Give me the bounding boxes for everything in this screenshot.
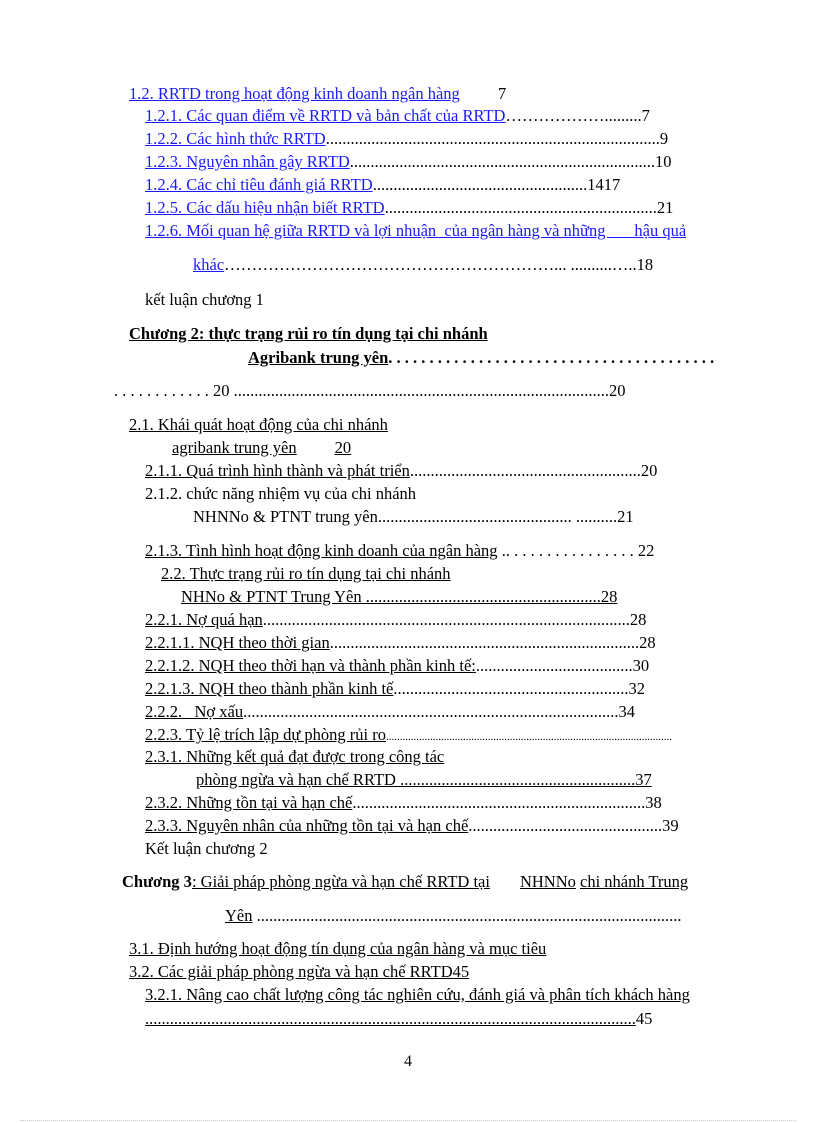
toc-page-number: 28 [639, 633, 656, 652]
toc-page-number: 9 [659, 129, 669, 148]
toc-leader: .......................................................................... [349, 152, 656, 171]
toc-link[interactable]: khác [193, 255, 225, 274]
toc-entry-3-1[interactable] [129, 939, 546, 959]
toc-entry-2-1-cont[interactable] [129, 438, 351, 458]
toc-chapter-2-heading-cont[interactable] [248, 348, 714, 368]
toc-page-number: 10 [655, 152, 672, 171]
toc-leader: ......................................................... [393, 679, 629, 698]
toc-entry-2-1[interactable] [129, 415, 388, 435]
toc-text: Chương 3 [122, 872, 192, 891]
toc-entry-2-2-1-3[interactable] [145, 679, 645, 699]
toc-entry-1-2-6-cont[interactable] [193, 255, 653, 275]
toc-text: 2.1.1. Quá trình hình thành và phát triển [145, 461, 410, 480]
toc-entry-2-1-2-cont [193, 507, 634, 527]
toc-chapter-3-heading[interactable] [122, 872, 688, 892]
toc-text: 2.2.1. Nợ quá hạn [145, 610, 263, 629]
toc-text: 2.2.1.1. NQH theo thời gian [145, 633, 330, 652]
toc-link[interactable]: 1.2.3. Nguyên nhân gây RRTD [145, 152, 350, 171]
toc-text: kết luận chương 1 [145, 290, 264, 309]
toc-entry-1-2-6[interactable] [145, 221, 686, 241]
toc-leader: .. . . . . . . . . . . . . . . . [497, 541, 634, 560]
toc-entry-2-2-1-1[interactable] [145, 633, 656, 653]
toc-entry-1-2-3[interactable] [145, 152, 672, 172]
toc-text: Yên [225, 906, 253, 925]
toc-text: agribank trung yên [172, 438, 297, 457]
toc-text: 2.2.1.2. NQH theo thời hạn và thành phần kinh tế: [145, 656, 476, 675]
toc-leader: ....................................................................... [352, 793, 646, 812]
toc-page-number: 7 [641, 106, 650, 125]
toc-leader: ...................................... [475, 656, 633, 675]
toc-entry-2-2-3[interactable] [145, 725, 672, 747]
toc-text: phòng ngừa và hạn chế RRTD [196, 770, 396, 789]
toc-entry-1-2[interactable] [129, 84, 506, 104]
toc-link[interactable]: 1.2.1. Các quan điểm về RRTD và bản chất của RRTD [145, 106, 506, 125]
toc-entry-2-2-cont[interactable] [145, 587, 617, 607]
toc-page-number: 28 [629, 610, 647, 629]
toc-chapter-3-heading-cont[interactable] [225, 906, 682, 926]
toc-leader: ......................................................................................... [262, 610, 630, 629]
toc-chapter-2-conclusion [145, 839, 268, 859]
toc-entry-3-2-1-cont[interactable] [145, 1009, 652, 1029]
toc-text: 2.3.3. Nguyên nhân của những tồn tại và hạn chế [145, 816, 469, 835]
toc-text: 2.2.1.3. NQH theo thành phần kinh tế [145, 679, 394, 698]
toc-leader: ……………………………………………………... ..........….. [224, 255, 637, 274]
toc-entry-3-2[interactable] [129, 962, 469, 982]
toc-text: 2.1. Khái quát hoạt động của chi nhánh [129, 415, 388, 434]
toc-leader: ............................................... .......... [377, 507, 618, 526]
toc-text: NHNNo & PTNT trung yên [193, 507, 378, 526]
toc-entry-2-2-1-2[interactable] [145, 656, 649, 676]
toc-text: Kết luận chương 2 [145, 839, 268, 858]
toc-text: 2.2.2. Nợ xấu [145, 702, 244, 721]
toc-link[interactable]: 1.2.6. Mối quan hệ giữa RRTD và lợi nhuận của ngân hàng và những hậu quả [145, 221, 687, 240]
toc-leader: ....................................................................................................... [252, 906, 682, 925]
toc-entry-2-3-2[interactable] [145, 793, 662, 813]
toc-leader: ........................................................................... [329, 633, 640, 652]
toc-entry-1-2-2[interactable] [145, 129, 668, 149]
toc-entry-2-3-1-cont[interactable] [145, 770, 652, 790]
toc-leader: ......................................................... [361, 587, 601, 606]
toc-page-number: 37 [635, 770, 652, 789]
toc-leader: ........................................................................................... [243, 702, 619, 721]
toc-page-number: 20 [334, 438, 352, 457]
toc-entry-2-2[interactable] [161, 564, 451, 584]
toc-page-number: 22 [637, 541, 655, 560]
toc-page-number: 20 [640, 461, 658, 480]
toc-text: NHNNo [519, 872, 576, 891]
toc-text: 3.2. Các giải pháp phòng ngừa và hạn chế RRTD [129, 962, 453, 981]
toc-leader: ………………......... [505, 106, 642, 125]
toc-text: : Giải pháp phòng ngừa và hạn chế RRTD tại [191, 872, 490, 891]
toc-page-number: 1417 [587, 175, 621, 194]
toc-entry-1-2-1[interactable] [145, 106, 650, 126]
toc-text: 2.3.1. Những kết quả đạt được trong công tác [145, 747, 445, 766]
toc-leader: ................................................................................. [325, 129, 660, 148]
toc-entry-2-1-2 [145, 484, 416, 504]
toc-page-number: 30 [632, 656, 650, 675]
toc-entry-2-1-3[interactable] [145, 541, 654, 561]
toc-chapter-2-page [114, 381, 626, 401]
toc-leader: ............................................... [468, 816, 663, 835]
toc-entry-2-3-3[interactable] [145, 816, 679, 836]
toc-page-number: 18 [636, 255, 654, 274]
toc-text: Agribank trung yên [248, 348, 389, 367]
toc-page-number: 45 [635, 1009, 653, 1028]
toc-entry-3-2-1[interactable] [145, 985, 690, 1005]
toc-text: 2.2. Thực trạng rủi ro tín dụng tại chi nhánh [161, 564, 451, 583]
toc-text: 2.3.2. Những tồn tại và hạn chế [145, 793, 353, 812]
toc-entry-1-2-4[interactable] [145, 175, 620, 195]
toc-link[interactable]: 1.2.5. Các dấu hiệu nhận biết RRTD [145, 198, 385, 217]
toc-entry-2-2-1[interactable] [145, 610, 646, 630]
toc-text: chi nhánh Trung [580, 872, 689, 891]
toc-page-number: 34 [618, 702, 635, 721]
toc-link[interactable]: 1.2.4. Các chỉ tiêu đánh giá RRTD [145, 175, 373, 194]
toc-entry-2-1-1[interactable] [145, 461, 657, 481]
toc-page-number: 38 [645, 793, 662, 812]
toc-chapter-1-conclusion [145, 290, 264, 310]
toc-leader: ........................................................................................... [233, 381, 609, 400]
toc-leader: ......................................................... [395, 770, 636, 789]
toc-page-number: 20 [213, 381, 230, 400]
toc-leader: . . . . . . . . . . . . . . . . . . . . . . . . . . . . . . . . . . . . . . . . [388, 348, 715, 367]
toc-link[interactable]: 1.2. RRTD trong hoạt động kinh doanh ngân hàng [129, 84, 460, 103]
toc-page-number: 28 [600, 587, 618, 606]
toc-text: 2.1.3. Tình hình hoạt động kinh doanh của ngân hàng [145, 541, 498, 560]
toc-page-number: 20 [609, 381, 626, 400]
toc-text: 2.2.3. Tỷ lệ trích lập dự phòng rủi ro [145, 725, 386, 744]
toc-page-number: 39 [662, 816, 679, 835]
toc-leader: ........................................................ [409, 461, 641, 480]
toc-page-number: 7 [497, 84, 507, 103]
page-break-divider [20, 1120, 796, 1121]
toc-page-number: 21 [617, 507, 634, 526]
toc-entry-2-3-1[interactable] [145, 747, 444, 767]
toc-leader: .................................................................. [384, 198, 657, 217]
toc-leader: . . . . . . . . . . . . [114, 381, 209, 400]
toc-leader: ........................................................................................................ [385, 731, 672, 743]
toc-chapter-2-heading[interactable] [129, 324, 488, 344]
toc-text: 3.1. Định hướng hoạt động tín dụng của ngân hàng và mục tiêu [129, 939, 547, 958]
toc-text: 2.1.2. chức năng nhiệm vụ của chi nhánh [145, 484, 417, 503]
toc-entry-2-2-2[interactable] [145, 702, 635, 722]
toc-leader: ....................................................................................................................... [145, 1009, 636, 1028]
page-number: 4 [404, 1053, 412, 1070]
toc-page-number: 21 [656, 198, 674, 217]
toc-text: Chương 2: thực trạng rủi ro tín dụng tại chi nhánh [129, 324, 488, 343]
toc-text: 3.2.1. Nâng cao chất lượng công tác nghiên cứu, đánh giá và phân tích khách hàng [145, 985, 690, 1004]
toc-page-number: 45 [452, 962, 470, 981]
toc-page-number: 32 [628, 679, 646, 698]
toc-text: NHNo & PTNT Trung Yên [181, 587, 362, 606]
toc-entry-1-2-5[interactable] [145, 198, 673, 218]
toc-leader: .................................................... [372, 175, 588, 194]
toc-link[interactable]: 1.2.2. Các hình thức RRTD [145, 129, 326, 148]
